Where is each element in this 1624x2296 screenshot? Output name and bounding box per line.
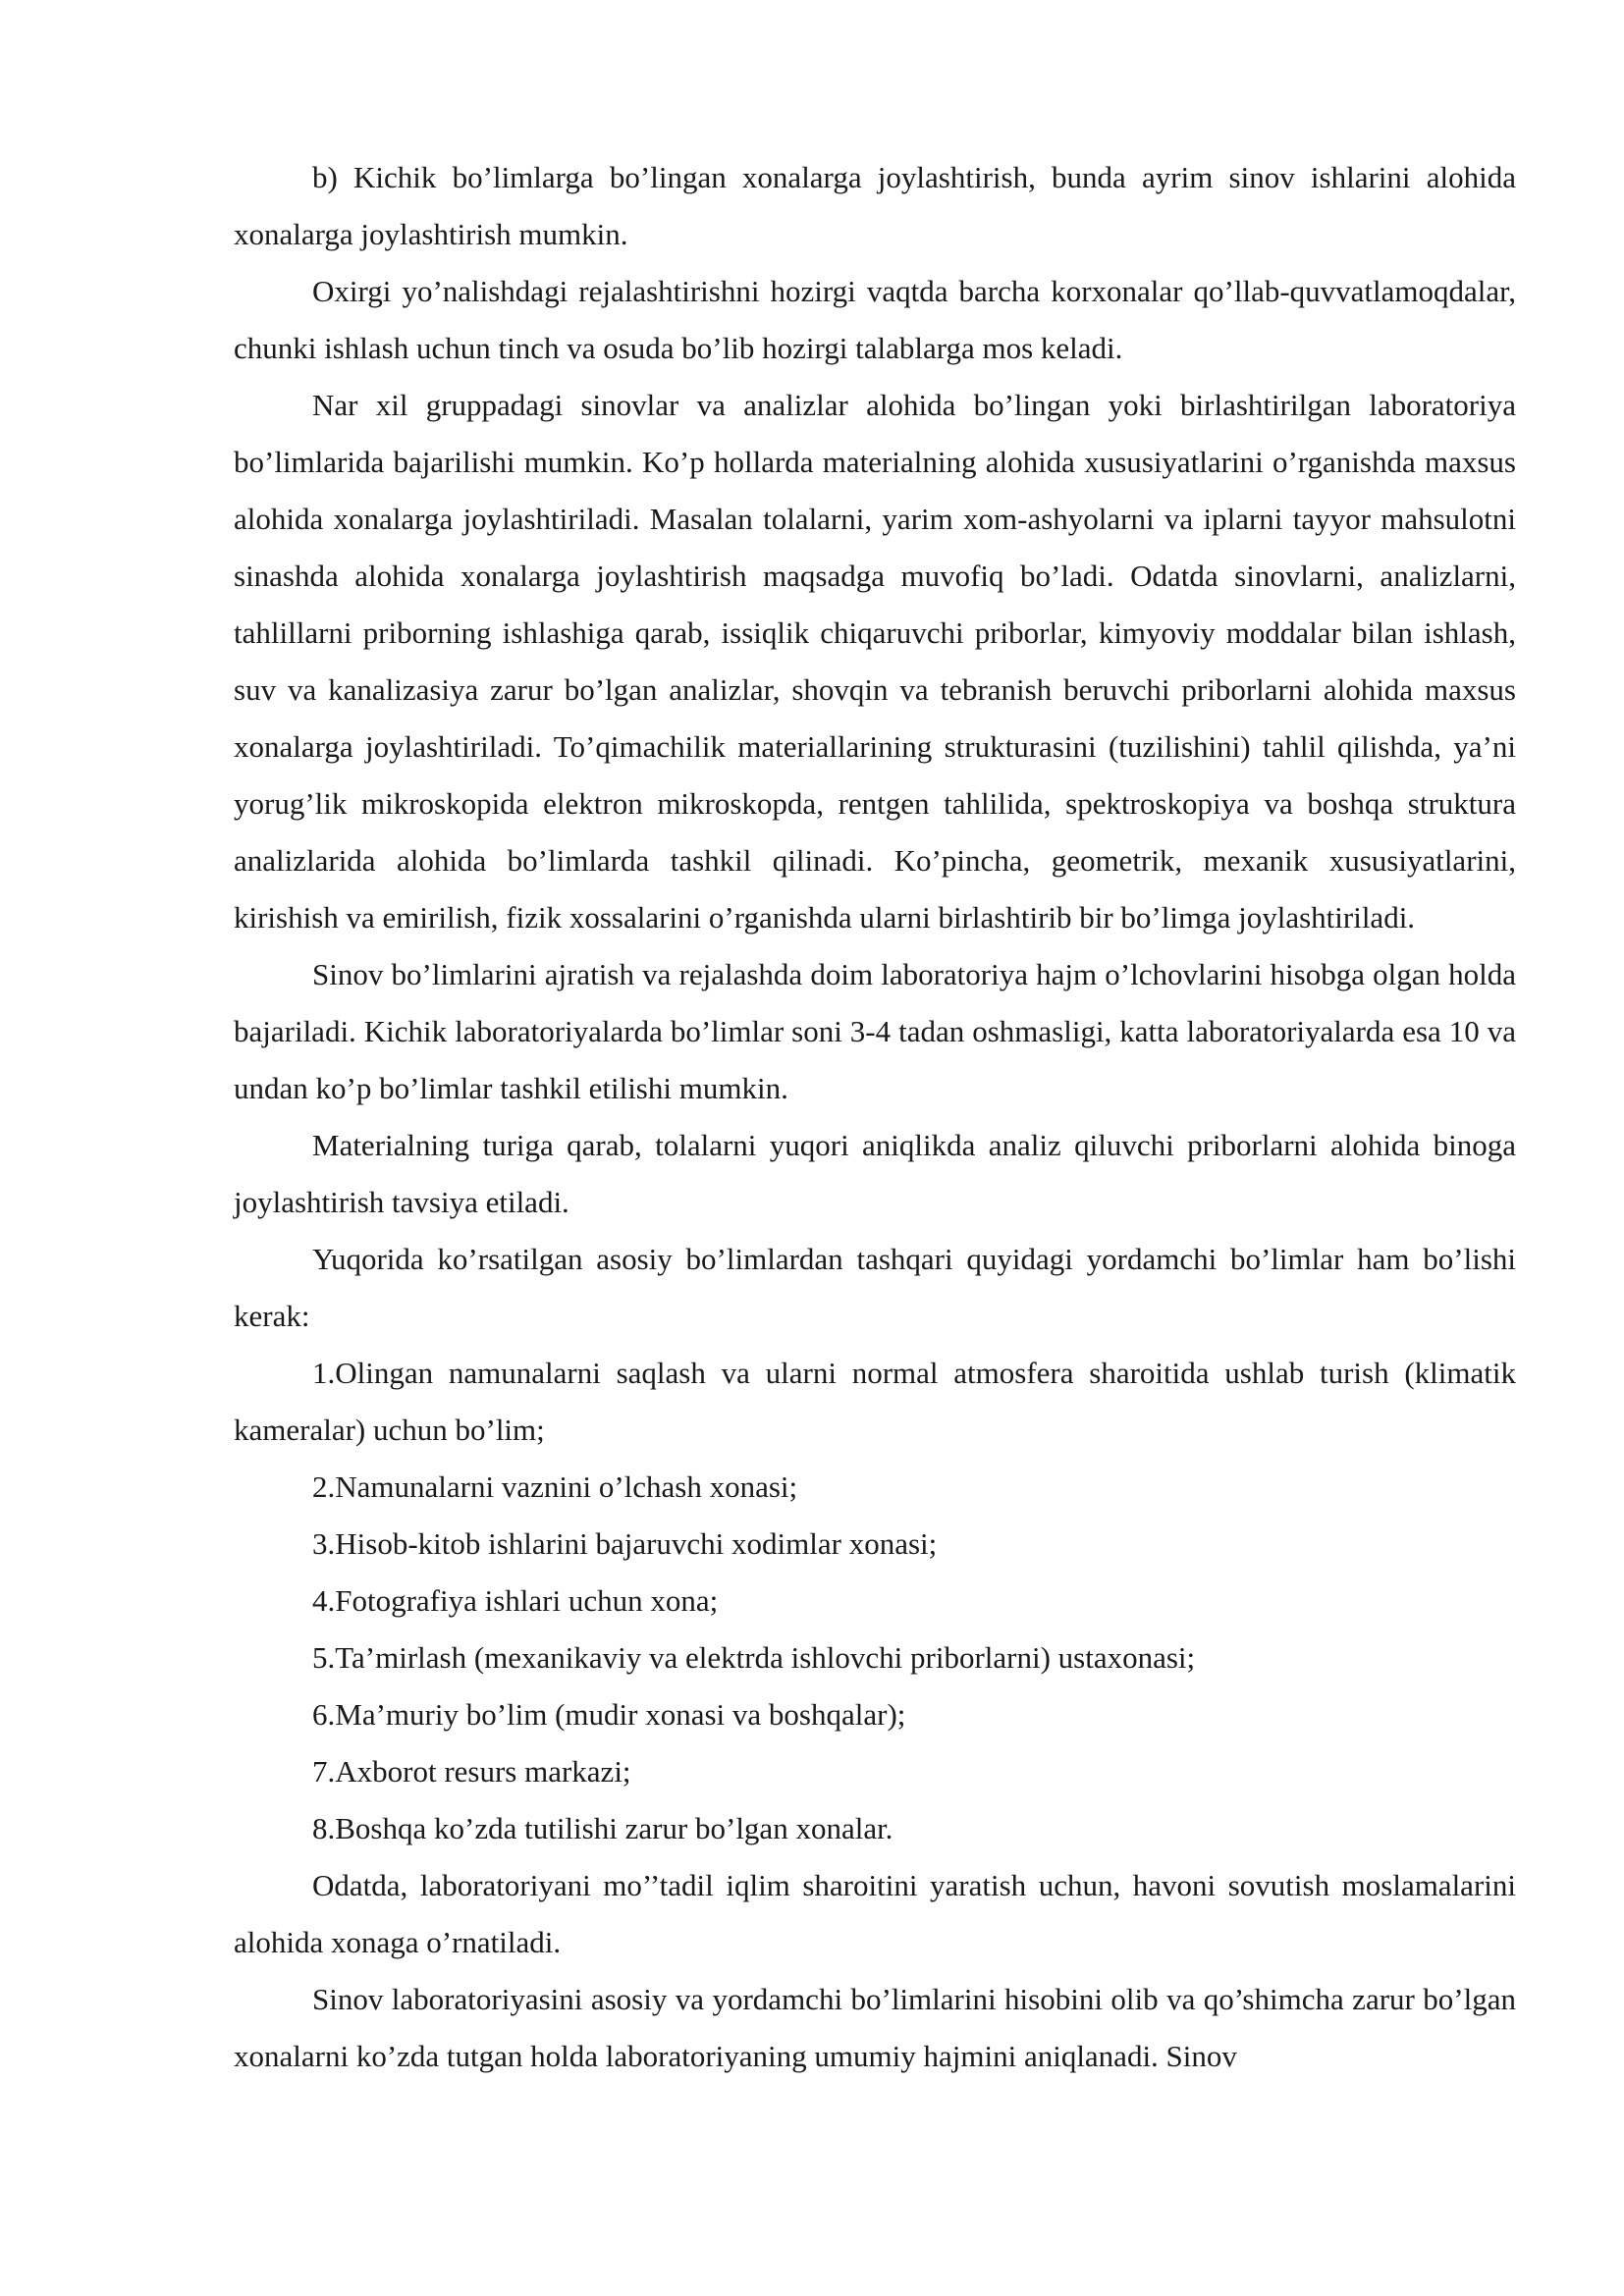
list-item-8: 8.Boshqa ko’zda tutilishi zarur bo’lgan xonalar. <box>312 1811 893 1845</box>
paragraph-4: Sinov bo’limlarini ajratish va rejalashda doim laboratoriya hajm o’lchovlarini hisobga olgan holda bajariladi. Kichik laboratoriyalarda bo’limlar soni 3-4 tadan oshmasligi, katta laboratoriyalarda esa 10 va undan ko’p bo’limlar tashkil etilishi mumkin. <box>234 957 1516 1105</box>
list-item-4: 4.Fotografiya ishlari uchun xona; <box>312 1583 719 1618</box>
list-item-2: 2.Namunalarni vaznini o’lchash xonasi; <box>312 1469 798 1504</box>
document-body <box>234 149 1516 2085</box>
list-item-3: 3.Hisob-kitob ishlarini bajaruvchi xodimlar xonasi; <box>312 1526 938 1561</box>
list-item-5: 5.Ta’mirlash (mexanikaviy va elektrda ishlovchi priborlarni) ustaxonasi; <box>312 1640 1196 1675</box>
paragraph-3: Nar xil gruppadagi sinovlar va analizlar alohida bo’lingan yoki birlashtirilgan laboratoriya bo’limlarida bajarilishi mumkin. Ko’p hollarda materialning alohida xususiyatlarini o’rganishda maxsus alohida xonalarga joylashtiriladi. Masalan tolalarni, yarim xom-ashyolarni va iplarni tayyor mahsulotni sinashda alohida xonalarga joylashtirish maqsadga muvofiq bo’ladi. Odatda sinovlarni, analizlarni, tahlillarni priborning ishlashiga qarab, issiqlik chiqaruvchi priborlar, kimyoviy moddalar bilan ishlash, suv va kanalizasiya zarur bo’lgan analizlar, shovqin va tebranish beruvchi priborlarni alohida maxsus xonalarga joylashtiriladi. To’qimachilik materiallarining strukturasini (tuzilishini) tahlil qilishda, ya’ni yorug’lik mikroskopida elektron mikroskopda, rentgen tahlilida, spektroskopiya va boshqa struktura analizlarida alohida bo’limlarda tashkil qilinadi. Ko’pincha, geometrik, mexanik xususiyatlarini, kirishish va emirilish, fizik xossalarini o’rganishda ularni birlashtirib bir bo’limga joylashtiriladi. <box>234 388 1516 934</box>
paragraph-1: b) Kichik bo’limlarga bo’lingan xonalarga joylashtirish, bunda ayrim sinov ishlarini alohida xonalarga joylashtirish mumkin. <box>234 160 1516 251</box>
list-item-6: 6.Ma’muriy bo’lim (mudir xonasi va boshqalar); <box>312 1697 906 1732</box>
paragraph-2: Oxirgi yo’nalishdagi rejalashtirishni hozirgi vaqtda barcha korxonalar qo’llab-quvvatlamoqdalar, chunki ishlash uchun tinch va osuda bo’lib hozirgi talablarga mos keladi. <box>234 274 1516 365</box>
list-item-7: 7.Axborot resurs markazi; <box>312 1754 631 1789</box>
paragraph-5: Materialning turiga qarab, tolalarni yuqori aniqlikda analiz qiluvchi priborlarni alohida binoga joylashtirish tavsiya etiladi. <box>234 1128 1516 1219</box>
paragraph-8: Sinov laboratoriyasini asosiy va yordamchi bo’limlarini hisobini olib va qo’shimcha zarur bo’lgan xonalarni ko’zda tutgan holda laboratoriyaning umumiy hajmini aniqlanadi. Sinov <box>234 1982 1516 2073</box>
paragraph-6: Yuqorida ko’rsatilgan asosiy bo’limlardan tashqari quyidagi yordamchi bo’limlar ham bo’lishi kerak: <box>234 1242 1516 1333</box>
paragraph-7: Odatda, laboratoriyani mo’’tadil iqlim sharoitini yaratish uchun, havoni sovutish moslamalarini alohida xonaga o’rnatiladi. <box>234 1868 1516 1959</box>
list-item-1: 1.Olingan namunalarni saqlash va ularni normal atmosfera sharoitida ushlab turish (klimatik kameralar) uchun bo’lim; <box>234 1356 1516 1447</box>
